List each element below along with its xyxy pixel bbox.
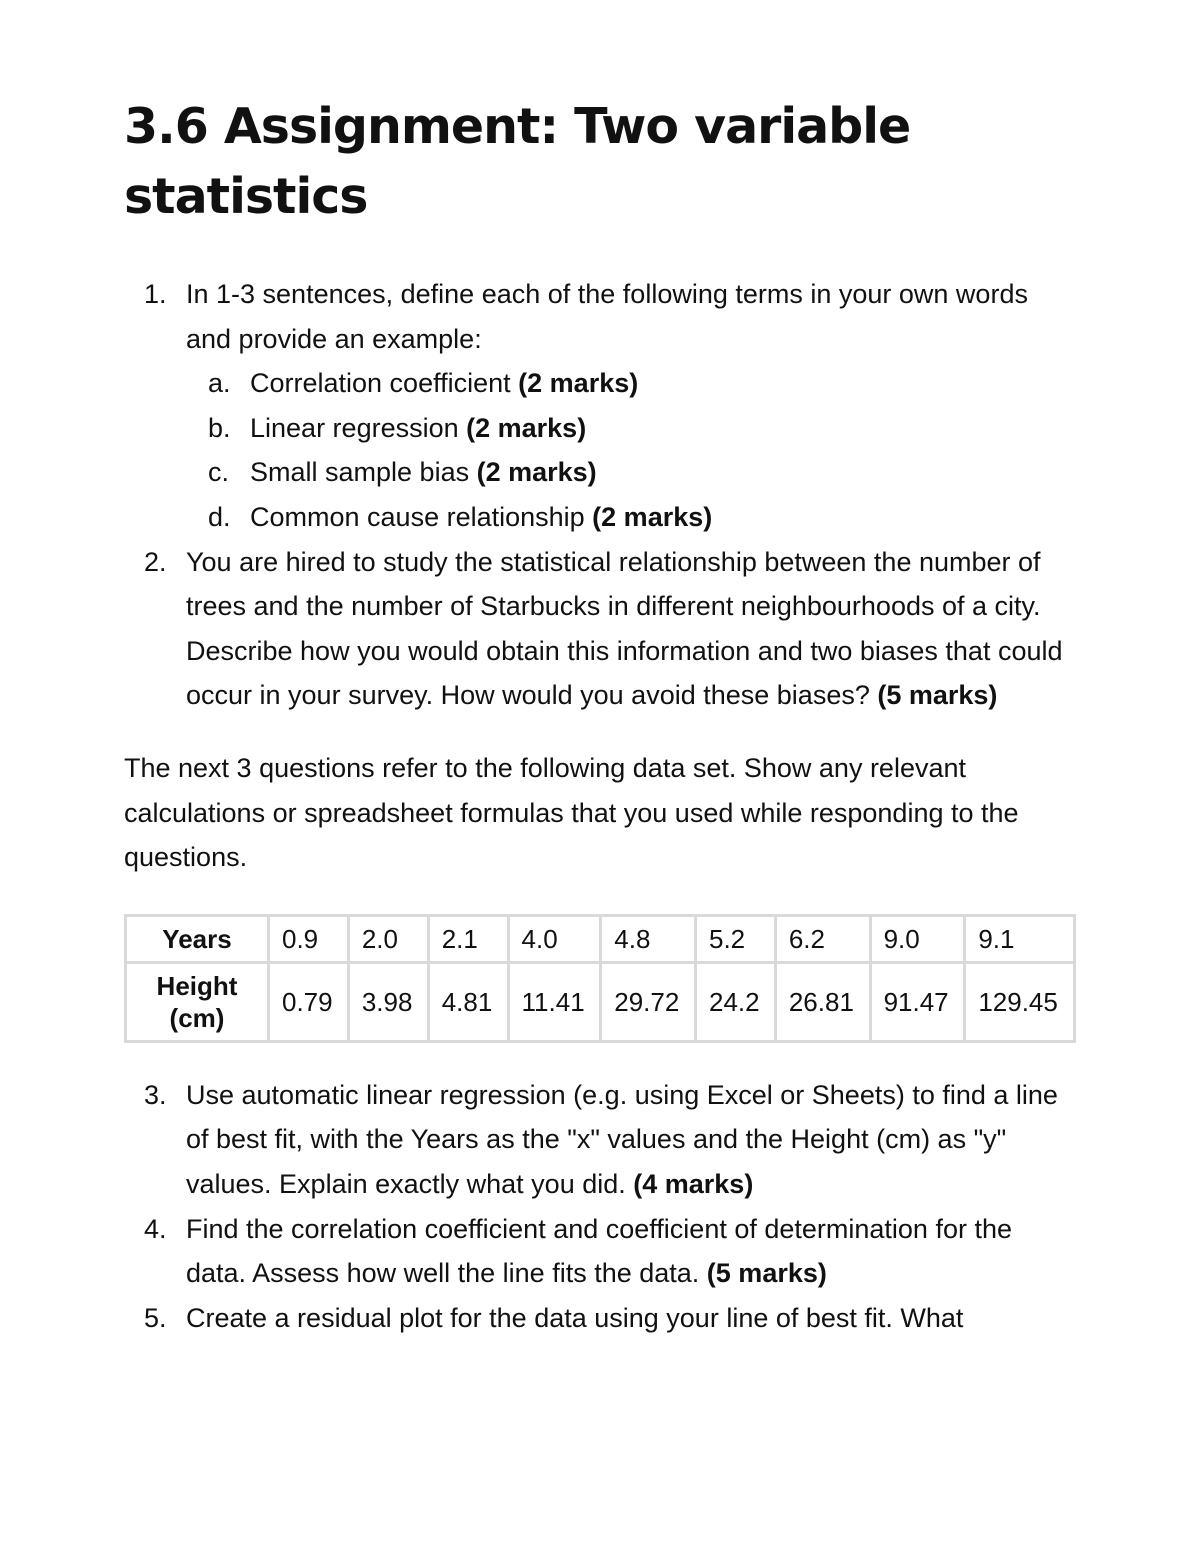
marks-label: (2 marks): [518, 368, 639, 399]
row-header-years: Years: [126, 915, 269, 962]
sub-question-letter: d.: [208, 501, 231, 532]
question-text: Use automatic linear regression (e.g. using Excel or Sheets) to find a line of best fit, with the Years as the "x" values and the Height (cm) as "y" values. Explain exactly what you did.: [186, 1079, 1058, 1199]
sub-question-a: [186, 361, 1076, 406]
table-cell: 29.72: [601, 962, 696, 1041]
marks-label: (2 marks): [476, 457, 597, 488]
table-cell: 2.0: [348, 915, 428, 962]
table-cell: 0.79: [269, 962, 349, 1041]
table-cell: 129.45: [965, 962, 1075, 1041]
table-cell: 3.98: [348, 962, 428, 1041]
question-number: 4.: [144, 1213, 167, 1244]
question-list-1: [124, 272, 1076, 718]
question-number: 3.: [144, 1079, 167, 1110]
data-set-intro: The next 3 questions refer to the following data set. Show any relevant calculations or spreadsheet formulas that you used while responding to the questions.: [124, 752, 1019, 873]
question-1: [124, 272, 1076, 540]
question-number: 2.: [144, 546, 167, 577]
table-cell: 6.2: [775, 915, 870, 962]
sub-question-c: [186, 450, 1076, 495]
question-list-2: [124, 1073, 1076, 1341]
table-cell: 4.0: [508, 915, 601, 962]
sub-question-text: Common cause relationship: [250, 501, 593, 532]
question-2: [124, 540, 1076, 718]
data-table: [124, 914, 1076, 1043]
question-number: 5.: [144, 1302, 167, 1333]
sub-question-b: [186, 406, 1076, 451]
table-cell: 24.2: [696, 962, 776, 1041]
table-cell: 91.47: [870, 962, 965, 1041]
question-text: In 1-3 sentences, define each of the following terms in your own words and provide an example:: [186, 279, 1028, 354]
marks-label: (5 marks): [706, 1258, 827, 1289]
question-4: [124, 1207, 1076, 1296]
table-cell: 26.81: [775, 962, 870, 1041]
sub-question-text: Correlation coefficient: [250, 368, 519, 399]
table-cell: 9.1: [965, 915, 1075, 962]
sub-question-text: Small sample bias: [250, 457, 477, 488]
table-cell: 2.1: [428, 915, 508, 962]
sub-question-letter: a.: [208, 368, 231, 399]
sub-question-text: Linear regression: [250, 412, 467, 443]
table-cell: 4.81: [428, 962, 508, 1041]
table-cell: 0.9: [269, 915, 349, 962]
question-text: Find the correlation coefficient and coefficient of determination for the data. Assess how well the line fits the data.: [186, 1213, 1012, 1289]
question-text: Create a residual plot for the data using your line of best fit. What: [186, 1302, 964, 1333]
page-title: 3.6 Assignment: Two variable statistics: [124, 98, 911, 225]
row-header-height: Height (cm): [126, 962, 269, 1041]
table-cell: 11.41: [508, 962, 601, 1041]
table-cell: 5.2: [696, 915, 776, 962]
question-text: You are hired to study the statistical relationship between the number of trees and the number of Starbucks in different neighbourhoods of a city. Describe how you would obtain this information and two biases that could occur in your survey. How would you avoid these biases?: [186, 546, 1063, 711]
table-cell: 4.8: [601, 915, 696, 962]
question-3: [124, 1073, 1076, 1207]
document-page: [124, 92, 1076, 1340]
question-number: 1.: [144, 279, 167, 309]
sub-question-list: [186, 361, 1076, 539]
sub-question-letter: c.: [208, 457, 230, 488]
sub-question-letter: b.: [208, 412, 231, 443]
table-cell: 9.0: [870, 915, 965, 962]
marks-label: (2 marks): [466, 412, 587, 443]
marks-label: (4 marks): [633, 1168, 754, 1199]
table-row-years: [126, 915, 1075, 962]
marks-label: (5 marks): [877, 680, 998, 711]
question-5: [124, 1296, 1076, 1341]
sub-question-d: [186, 495, 1076, 540]
marks-label: (2 marks): [592, 501, 713, 532]
table-row-height: [126, 962, 1075, 1041]
